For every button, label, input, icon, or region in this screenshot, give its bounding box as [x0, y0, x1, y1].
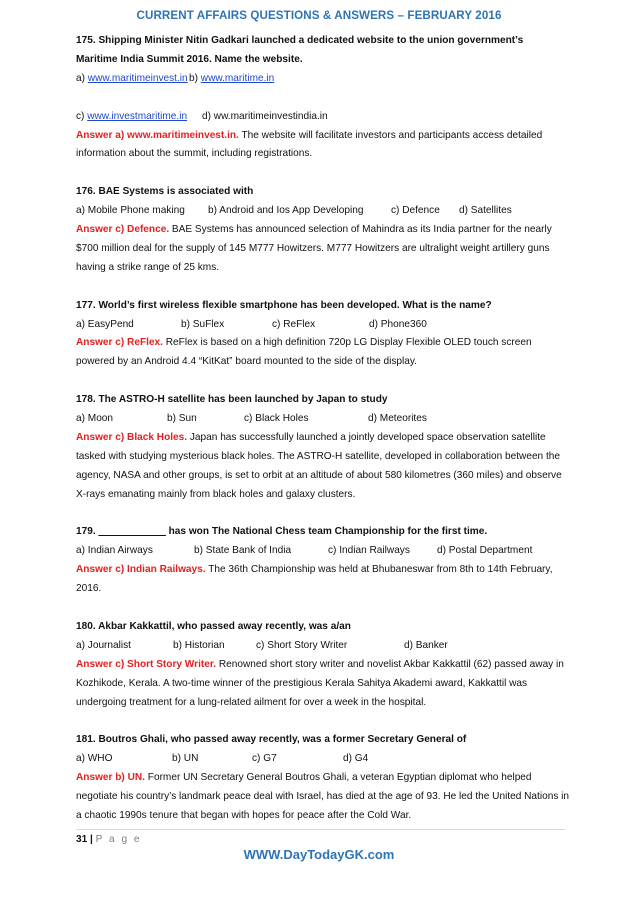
question-178-answer — [76, 429, 572, 505]
option-c: c) Indian Railways — [328, 545, 410, 557]
question-176 — [76, 183, 572, 278]
question-177-title: 177. World’s first wireless flexible smartphone has been developed. What is the name? — [76, 299, 492, 311]
question-175-options-row1 — [76, 70, 572, 89]
answer-label: Answer c) Black Holes. — [76, 431, 188, 443]
option-a: a) Moon — [76, 413, 114, 425]
question-180 — [76, 618, 572, 713]
option-d: d) Satellites — [459, 205, 512, 217]
answer-label: Answer c) Indian Railways. — [76, 564, 206, 576]
option-b: b) UN — [172, 753, 199, 765]
questions-content — [76, 32, 572, 845]
option-b: b) Android and Ios App Developing — [208, 205, 364, 217]
answer-text: The 36th Championship was held at Bhubaneswar from 8th to 14th February, 2016. — [76, 564, 553, 595]
question-180-title: 180. Akbar Kakkattil, who passed away recently, was a/an — [76, 621, 351, 632]
option-c: c) Black Holes — [244, 413, 309, 425]
answer-text: The website will facilitate investors and participants access detailed information about the summit, including registrations. — [76, 129, 543, 160]
question-179-answer — [76, 561, 572, 599]
option-c: c) Short Story Writer — [256, 639, 348, 651]
question-175 — [76, 32, 572, 164]
option-a: a) WHO — [76, 753, 113, 765]
option-c: c) www.investmaritime.in — [76, 110, 188, 122]
question-178-title: 178. The ASTRO-H satellite has been launched by Japan to study — [76, 394, 388, 406]
question-175-answer — [76, 127, 572, 165]
question-176-options — [76, 202, 572, 221]
answer-label: Answer a) www.maritimeinvest.in. — [76, 129, 239, 141]
option-d: d) G4 — [343, 753, 369, 765]
option-c-link[interactable]: www.investmaritime.in — [87, 110, 188, 122]
footer-website: WWW.DayTodayGK.com — [243, 847, 395, 862]
question-178-options — [76, 410, 572, 429]
question-178 — [76, 391, 572, 504]
option-d: d) ww.maritimeinvestindia.in — [202, 110, 328, 122]
document-title: CURRENT AFFAIRS QUESTIONS & ANSWERS – FEBRUARY 2016 — [136, 9, 502, 22]
option-a: a) Mobile Phone making — [76, 205, 185, 217]
answer-text: BAE Systems has announced selection of Mahindra as its India partner for the nearly $700 million deal for the supply of 145 M777 Howitzers. M777 Howitzers are ultralight weight artillery guns having a strike range of 25 kms. — [76, 224, 552, 273]
answer-text: Japan has successfully launched a jointly developed space observation satellite tasked with studying mysterious black holes. The ASTRO-H satellite, developed in collaboration between the agency, NASA and other groups, is set to orbit at an altitude of about 580 kilometres (360 miles) and observe X-rays emanating mainly from black holes and galaxy clusters. — [76, 431, 562, 500]
question-177-answer — [76, 334, 572, 372]
option-c: c) G7 — [252, 753, 277, 765]
option-d: d) Meteorites — [368, 413, 427, 425]
question-181 — [76, 731, 572, 826]
option-b: b) Historian — [173, 639, 225, 651]
option-d: d) Banker — [404, 639, 448, 651]
answer-label: Answer c) ReFlex. — [76, 337, 163, 349]
question-179-title: 179. ____________ has won The National Chess team Championship for the first time. — [76, 526, 488, 538]
option-b: b) Sun — [167, 413, 197, 425]
option-a: a) Indian Airways — [76, 545, 153, 557]
answer-text: Former UN Secretary General Boutros Ghali, a veteran Egyptian diplomat who helped negotiate his country’s landmark peace deal with Israel, has died at the age of 93. He led the United Nations in a chaotic 1990s tenure that began with hopes for peace after the Cold War. — [76, 772, 570, 822]
option-c: c) Defence — [391, 205, 440, 217]
option-b: b) www.maritime.in — [189, 72, 275, 84]
option-b: b) State Bank of India — [194, 545, 292, 557]
question-181-title: 181. Boutros Ghali, who passed away recently, was a former Secretary General of — [76, 734, 467, 746]
question-177-options — [76, 316, 572, 335]
option-a: a) EasyPend — [76, 318, 134, 330]
answer-text: ReFlex is based on a high definition 720p LG Display Flexible OLED touch screen powered by an Android 4.4 “KitKat” board mounted to the side of the display. — [76, 337, 532, 368]
answer-label: Answer b) UN. — [76, 772, 145, 784]
question-181-answer — [76, 769, 572, 826]
option-a: a) Journalist — [76, 639, 131, 651]
option-a-link[interactable]: www.maritimeinvest.in — [87, 72, 188, 84]
question-180-answer — [76, 656, 572, 713]
question-175-title: 175. Shipping Minister Nitin Gadkari launched a dedicated website to the union government’s Maritime India Summit 2016. Name the website. — [76, 35, 524, 65]
answer-text: Renowned short story writer and novelist Akbar Kakkattil (62) passed away in Kozhikode, Kerala. A two-time winner of the prestigious Kerala Sahitya Akademi award, Kakkattil was undergoing treatment for a lung-related ailment for over a week in the hospital. — [76, 658, 564, 708]
option-b-link[interactable]: www.maritime.in — [200, 72, 275, 84]
option-c: c) ReFlex — [272, 318, 316, 330]
question-179-options — [76, 542, 572, 561]
option-d: d) Phone360 — [369, 318, 427, 330]
option-a: a) www.maritimeinvest.in — [76, 72, 188, 84]
question-177 — [76, 297, 572, 373]
question-179 — [76, 523, 572, 599]
answer-label: Answer c) Short Story Writer. — [76, 658, 217, 670]
answer-label: Answer c) Defence. — [76, 224, 170, 236]
question-176-answer — [76, 221, 572, 278]
question-181-options — [76, 750, 572, 769]
question-180-options — [76, 637, 572, 656]
option-d: d) Postal Department — [437, 545, 533, 557]
footer-divider — [76, 829, 565, 830]
question-175-options-row2 — [76, 108, 572, 127]
question-176-title: 176. BAE Systems is associated with — [76, 186, 254, 198]
page-number: 31 | P a g e — [76, 834, 142, 845]
option-b: b) SuFlex — [181, 318, 225, 330]
fill-in-blank: ____________ — [98, 526, 166, 538]
